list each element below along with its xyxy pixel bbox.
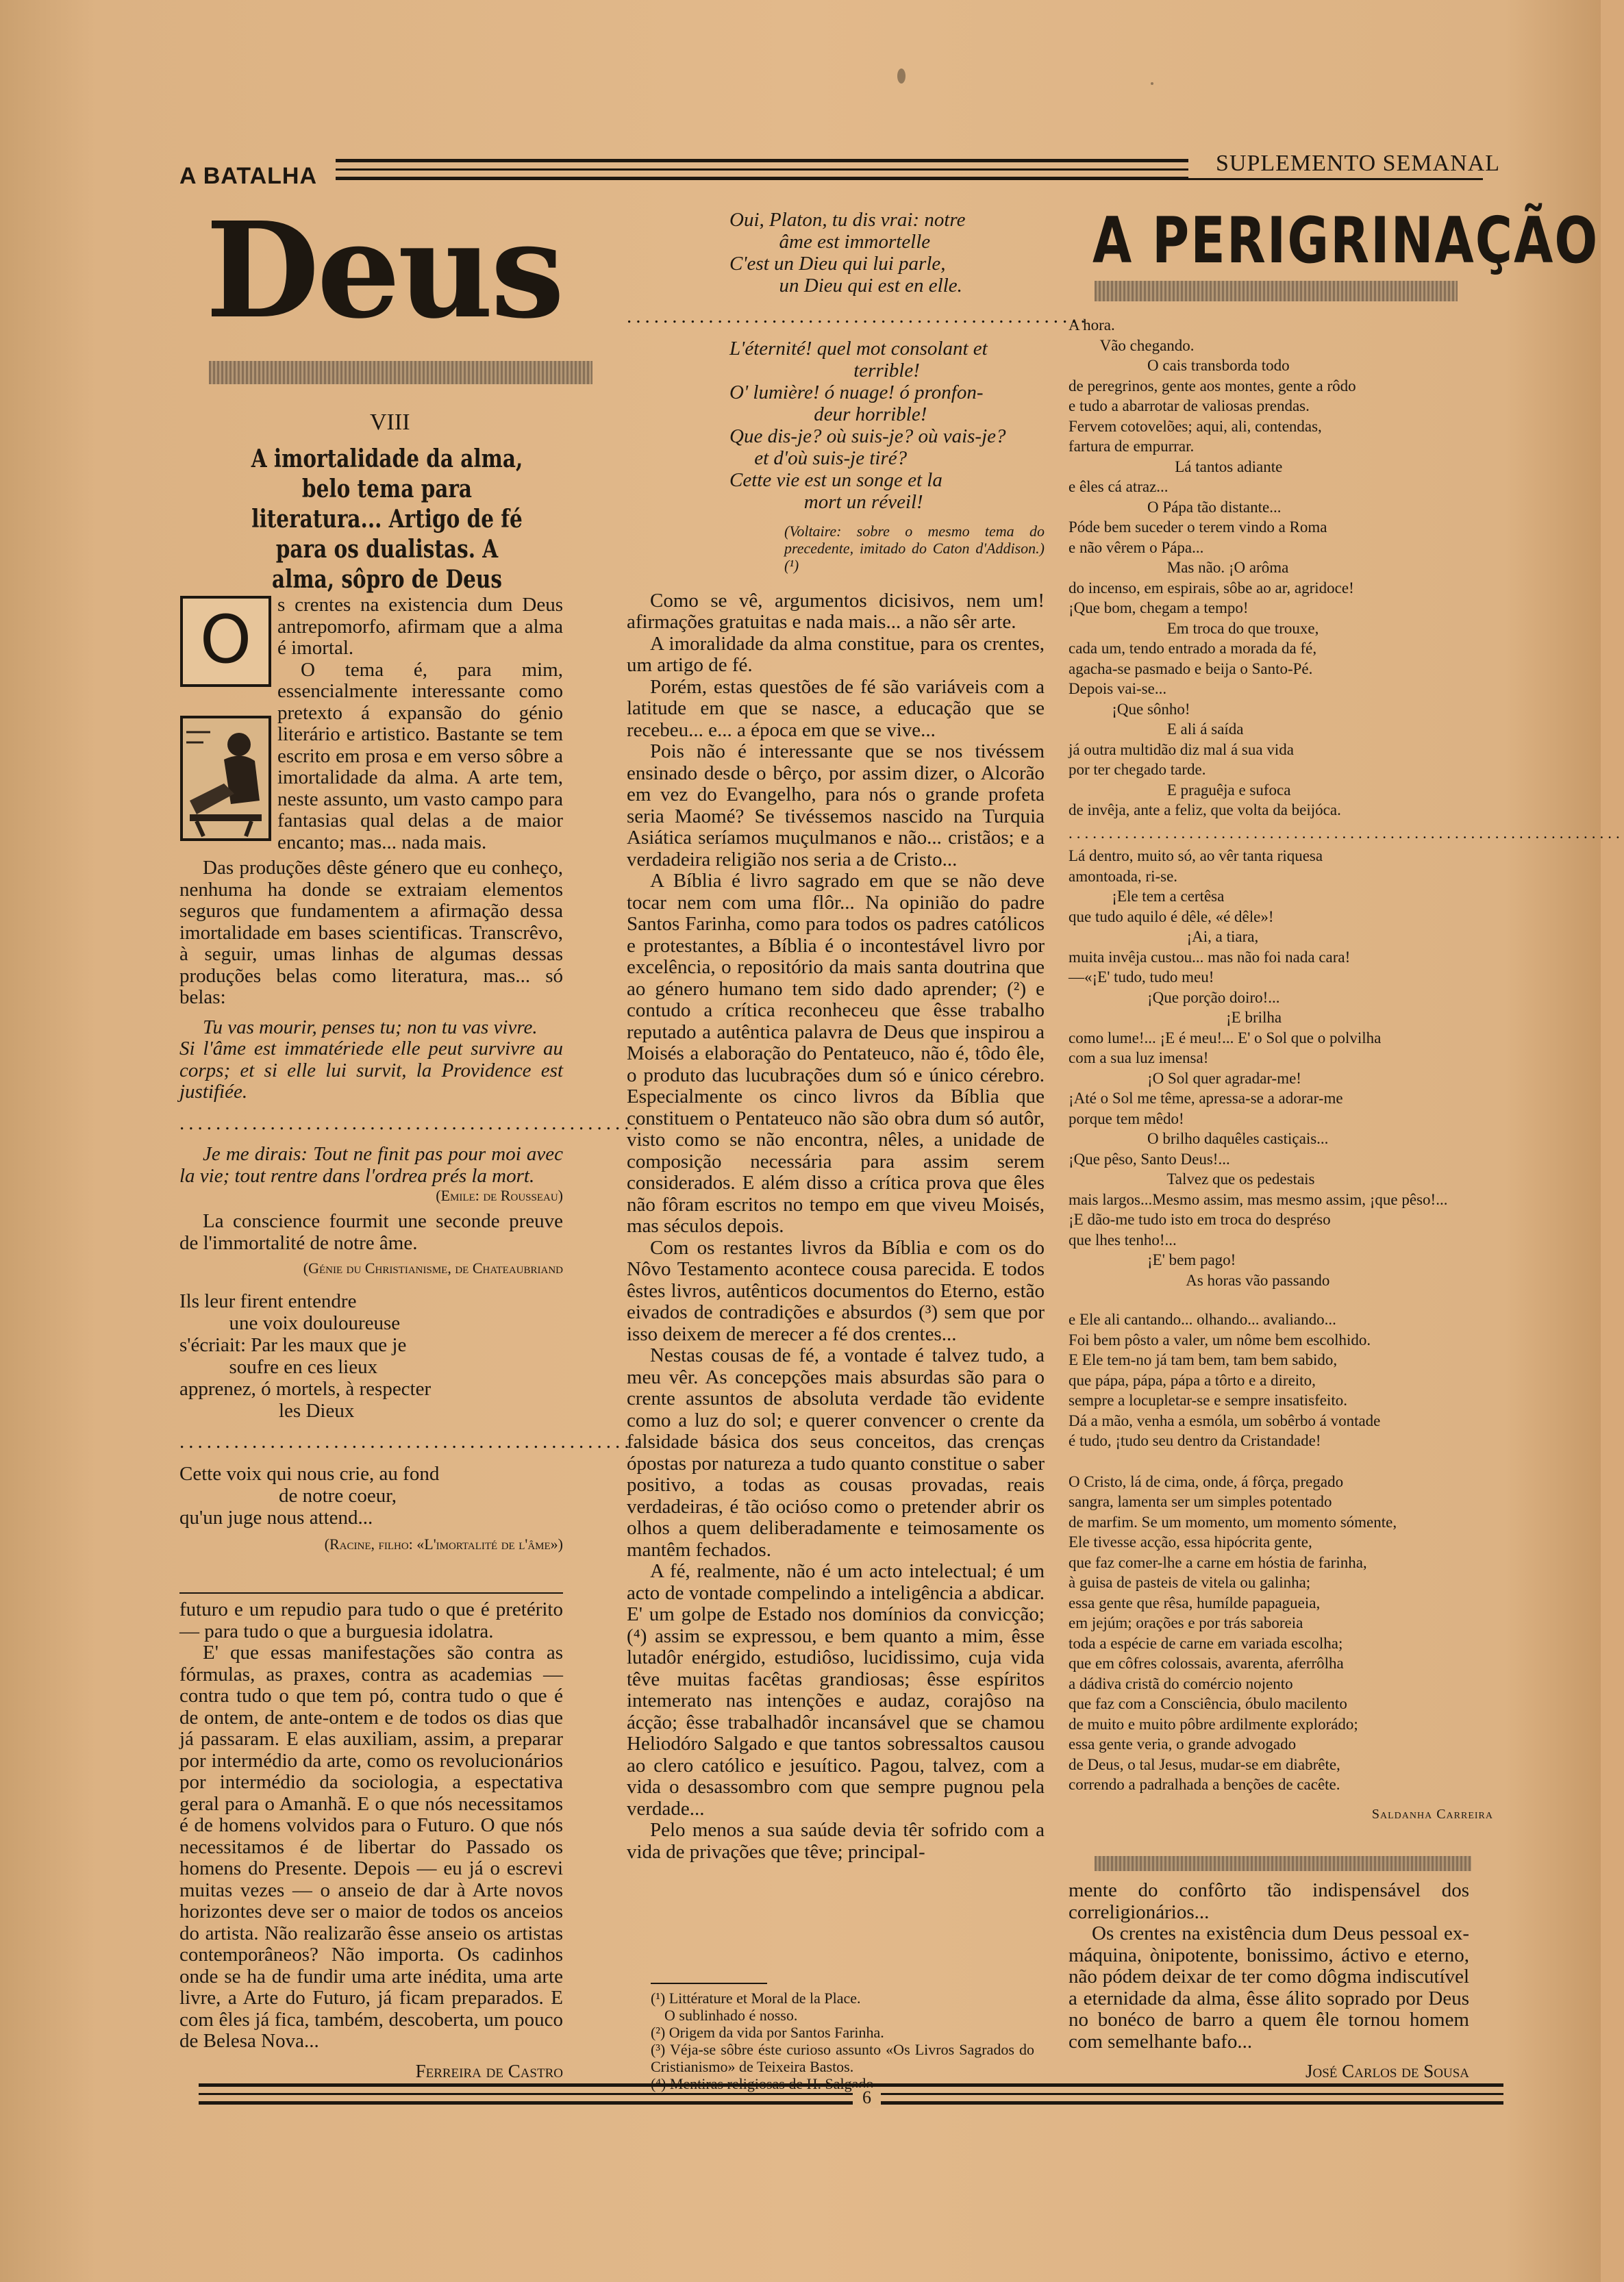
right-poem: [1069, 315, 1624, 1825]
paragraph: mente do confôrto tão indispensável dos correligionários...: [1069, 1879, 1469, 1923]
quote-rousseau-b: Je me dirais: Tout ne finit pas pour moi avec la vie; tout rentre dans l'ordrea prés la mort.: [179, 1143, 563, 1187]
paragraph: Porém, estas questões de fé são variáveis com a latitude em que se nasce, a educação que se recebeu... e... a época em que se vive...: [627, 675, 1045, 741]
masthead-right: SUPLEMENTO SEMANAL: [1216, 151, 1501, 176]
paper-stain: [897, 68, 905, 84]
footnote: O sublinhado é nosso.: [664, 2007, 798, 2024]
paragraph: Nestas cousas de fé, a vontade é talvez tudo, a meu vêr. As concepções mais absurdas são para o crente assuntos de absoluta verdade tão evidente como a luz do sol; e querer convencer o crente da falsidade básica dos seus conceitos, das crenças ópostas por natureza a tudo quanto constitue o saber positivo, a todas as cousas provadas, reais verdadeiras, é tão ocióso como o pretender abrir os olhos a quem deliberadamente e teimosamente os mantêm fechados.: [627, 1344, 1045, 1561]
left-text-bottom: [179, 1599, 563, 2082]
footnote-rule: [651, 1983, 767, 1984]
header-rule-right: [1092, 178, 1483, 180]
title-underline-band: [209, 361, 592, 384]
article-title: Deus: [205, 194, 562, 348]
paragraph: A imoralidade da alma constitue, para os crentes, um artigo de fé.: [627, 632, 1045, 676]
masthead-left: A BATALHA: [179, 163, 317, 189]
poem-stanza: A hora. Vão chegando. O cais transborda todo de peregrinos, gente aos montes, gente a rôdo e tudo a abarrotar de valiosas prendas. Fervem cotovelões; aqui, ali, contendas, fartura de empurrar. Lá tantos adiante e êles cá atraz... O Pápa tão distante... Póde bem suceder o terem vindo a Roma e não vêrem o Pápa... Mas não. ¡O arôma do incenso, em espirais, sôbe ao ar, agridoce! ¡Que bom, chegam a tempo! Em troca do que trouxe, cada um, tendo entrado a morada da fé, agacha-se pasmado e beija o Santo-Pé. Depois vai-se... ¡Que sônho! E ali á saída já outra multidão diz mal á sua vida por ter chegado tarde. E praguêja e sufoca de invêja, ante a feliz, que volta da beijóca.: [1069, 316, 1356, 818]
paper-stain: [1151, 82, 1153, 85]
poem-stanza: O Cristo, lá de cima, onde, á fôrça, pregado sangra, lamenta ser um simples potentado de marfim. Se um momento, um momento sómente, Ele tivesse acção, essa hipócrita gente, que faz comer-lhe a carne em hóstia de farinha, à guisa de pasteis de vitela ou galinha; essa gente que rêsa, humílde papagueia, em jejúm; orações e por trás saboreia toda a espécie de carne em variada escolha; que em côfres colossais, avarenta, aferrôlha a dádiva cristã do comércio nojento que faz com a Consciência, óbulo macilento de muito e muito pôbre ardilmente explorádo; essa gente veria, o grande advogado de Deus, o tal Jesus, mudar-se em diabrête, correndo a padralhada a benções de cacête.: [1069, 1472, 1397, 1793]
paragraph: Pelo menos a sua saúde devia têr sofrido com a vida de privações que têve; principal-: [627, 1819, 1045, 1863]
author-signature: Ferreira de Castro: [415, 2060, 563, 2081]
footnotes: [651, 1990, 1034, 2092]
dotted-separator: ...................................................: [179, 1112, 642, 1134]
right-text-bottom: [1069, 1880, 1469, 2083]
quote-source: (Voltaire: sobre o mesmo tema do precedente, imitado do Caton d'Addison.) (¹): [784, 522, 1045, 574]
verse-voltaire-a: Oui, Platon, tu dis vrai: notre âme est immortelle C'est un Dieu qui lui parle, un Dieu qui est en elle.: [729, 209, 966, 297]
quote-source: (Emile: de Rousseau): [436, 1187, 563, 1204]
footer-rule-top: [199, 2083, 1503, 2087]
paragraph: A Bíblia é livro sagrado em que se não deve tocar nem com uma flôr... Na opinião do padre Santos Farinha, como para todos os padres católicos e protestantes, a Bíblia é o incontestável livro por excelência, o repositório da mais santa doutrina que ao género humano tem sido dado aprender; (²) e contudo a crítica reconheceu que êsse trabalho reputado a autêntica palavra de Deus que inspirou a Moisés a elaboração do Pentateuco, não é, tôdo êle, o produto das lucubrações dum só e único cérebro. Especialmente os cinco livros da Bíblia que constituem o Pentateuco não são obra dum só autôr, visto como se não encontra, nêles, a unidade de composição necessária para assim serem considerados. E além disso a crítica prova que êles não fôram escritos no tempo em que viveu Moisés, mas séculos depois.: [627, 870, 1045, 1237]
poem-end-band: [1095, 1856, 1471, 1871]
quote-rousseau-a: Tu vas mourir, penses tu; non tu vas vivre. Si l'âme est immatériede elle peut survivre au corps; et si elle lui survit, la Providence est justifiée.: [179, 1016, 563, 1103]
footnote: (²) Origem da vida por Santos Farinha.: [651, 2024, 884, 2041]
dropcap-letter: O: [180, 596, 271, 687]
footer-rule-mid: [199, 2093, 1503, 2095]
dotted-separator: ...................................................: [627, 305, 1090, 327]
article-subtitle: A imortalidade da alma, belo tema para literatura... Artigo de fé para os dualistas. A alma, sôpro de Deus: [251, 444, 523, 594]
verse-voltaire-b: L'éternité! quel mot consolant et terrible! O' lumière! ó nuage! ó pronfon- deur horrible! Que dis-je? où suis-je? où vais-je? et d'où suis-je tiré? Cette vie est un songe et la mort un réveil!: [729, 337, 1006, 513]
left-text-body: [179, 857, 642, 1553]
paragraph: Das produções dêste género que eu conheço, nenhuma ha donde se extraiam elementos seguros que fundamentem a afirmação dessa imortalidade em bases scientificas. Transcrêvo, à seguir, umas linhas de algumas dessas produções belas como literatura, mas... só belas:: [179, 857, 563, 1008]
header-rule-top: [336, 159, 1188, 162]
paragraph: Com os restantes livros da Bíblia e com os do Nôvo Testamento acontece cousa parecida. E todos êstes livros, autênticos documentos do Eterno, estão eivados de contradições e absurdos (³) sem que por isso deixem de merecer a fé dos crentes...: [627, 1236, 1045, 1345]
quote-chateaubriand: La conscience fourmit une seconde preuve de l'immortalité de notre âme.: [179, 1210, 563, 1254]
paragraph: Os crentes na existência dum Deus pessoal ex-máquina, ònipotente, bonissimo, áctivo e eterno, não pódem deixar de ter como dôgma indiscutível a eternidade da alma, êsse álito soprado por Deus no bonéco de barro a quem êle tornou homem com semelhante bafo...: [1069, 1922, 1469, 2053]
poem-stanza: e Ele ali cantando... olhando... avaliando... Foi bem pôsto a valer, um nôme bem escolhido. E Ele tem-no já tam bem, tam bem sabido, que pápa, pápa, pápa a tôrto e a direito, sempre a locupletar-se e sempre insatisfeito. Dá a mão, venha a esmóla, um sobêrbo á vontade é tudo, ¡tudo seu dentro da Cristandade!: [1069, 1311, 1381, 1449]
page-number: 6: [853, 2087, 881, 2108]
footnote: (¹) Littérature et Moral de la Place.: [651, 1990, 861, 2007]
middle-column: [627, 209, 1090, 1863]
header-rule-bottom: [336, 177, 1188, 180]
poem-title-band: [1095, 281, 1458, 301]
header-rule-mid: [336, 168, 1188, 171]
column-divider: [179, 1592, 563, 1594]
poem-stanza: Lá dentro, muito só, ao vêr tanta riquesa amontoada, ri-se. ¡Ele tem a certêsa que tudo aquilo é dêle, «é dêle»! ¡Ai, a tiara, muita invêja custou... mas não foi nada cara! —«¡E' tudo, tudo meu! ¡Que porção doiro!... ¡E brilha como lume!... ¡E é meu!... E' o Sol que o polvilha com a sua luz imensa! ¡O Sol quer agradar-me! ¡Até o Sol me tême, apressa-se a adorar-me porque tem mêdo! O brilho daquêles castiçais... ¡Que pêso, Santo Deus!... Talvez que os pedestais mais largos...Mesmo assim, mas mesmo assim, ¡que pêso!... ¡E dão-me tudo isto em troca do despréso que lhes tenho!... ¡E' bem pago! As horas vão passando: [1069, 847, 1448, 1289]
paragraph: A fé, realmente, não é um acto intelectual; é um acto de vontade compelindo a inteligência a abdicar. E' um golpe de Estado nos domínios da convicção; (⁴) assim se expressou, e bem quanto a mim, êsse lutadôr enérgido, estudiôso, lucidissimo, cuja vida têve muitas facêtas grandiosas; êsse espíritos intemerato nas intenções e audaz, corajôso na ácção; êsse trabalhadôr incansável que se chamou Heliodóro Salgado e que tantos sobressaltos causou ao clero católico e jesuítico. Pagou, talvez, com a vida o desassombro com que sempre pugnou pela verdade...: [627, 1560, 1045, 1820]
poem-title: A PERIGRINAÇÃO: [1092, 204, 1599, 278]
paragraph: E' que essas manifestações são contra as fórmulas, as praxes, contra as academias — contra tudo o que tem pó, contra tudo o que é de ontem, de ante-ontem e de todos os dias que já passaram. E elas auxiliam, assim, a preparar por intermédio da arte, como os revolucionários por intermédio da sociologia, a espectativa geral para o Amanhã. E o que nós necessitamos é de homens volvidos para o Futuro. O que nós necessitamos é de libertar do Passado os homens do Presente. Depois — eu já o escrevi muitas vezes — o anseio de dar à Arte novos horizontes deve ser o maior de todos os anceios do artista. Não realizarão êsse anseio os artistas contemporâneos? Não importa. Os cadinhos onde se ha de fundir uma arte inédita, uma arte livre, a Arte do Futuro, já ficam preparados. E com êles já fica, também, descoberta, um pouco de Belesa Nova...: [179, 1642, 563, 2052]
quote-source: (Racine, filho: «L'imortalité de l'âme»): [324, 1535, 563, 1553]
paragraph: O tema é, para mim, essencialmente interessante como pretexto á expansão do génio literário e artistico. Bastante se tem escrito em prosa e em verso sôbre a imortalidade da alma. A arte tem, neste assunto, um vasto campo para fantasias qual delas a de maior encanto; mas... nada mais.: [277, 658, 563, 853]
dotted-separator: .....................................................................: [1069, 824, 1624, 842]
author-signature: José Carlos de Sousa: [1305, 2061, 1469, 2081]
left-text-intro: [277, 594, 563, 853]
woodcut-illustration: [180, 716, 271, 841]
paragraph: s crentes na existencia dum Deus antrepomorfo, afirmam que a alma é imortal.: [277, 594, 563, 659]
footer-rule-bottom: [199, 2101, 1503, 2105]
quote-racine: Cette voix qui nous crie, au fond de notre coeur, qu'un juge nous attend...: [179, 1462, 440, 1529]
dotted-separator: ...................................................: [179, 1431, 642, 1453]
paragraph: Como se vê, argumentos dicisivos, nem um! afirmações gratuitas e nada mais... a não sêr arte.: [627, 589, 1045, 633]
footnote: (³) Véja-se sôbre éste curioso assunto «Os Livros Sagrados do Cristianismo» de Teixeira Bastos.: [651, 2041, 1034, 2075]
section-number: VIII: [370, 410, 410, 435]
paragraph: futuro e um repudio para tudo o que é pretérito — para tudo o que a burguesia idolatra.: [179, 1598, 563, 1642]
poem-signature: Saldanha Carreira: [1371, 1806, 1493, 1822]
quote-verse: Ils leur firent entendre une voix douloureuse s'écriait: Par les maux que je soufre en ces lieux apprenez, ó mortels, à respecter les Dieux: [179, 1290, 432, 1422]
quote-source: (Génie du Christianisme, de Chateaubriand: [303, 1259, 563, 1277]
paragraph: Pois não é interessante que se nos tivéssem ensinado desde o bêrço, por assim dizer, o Alcorão em vez do Evangelho, para nós o grande profeta seria Maomé? Se tivéssemos nascido na Turquia Asiática seríamos muçulmanos e não... cristãos; e a verdadeira religião nos seria a de Cristo...: [627, 740, 1045, 870]
